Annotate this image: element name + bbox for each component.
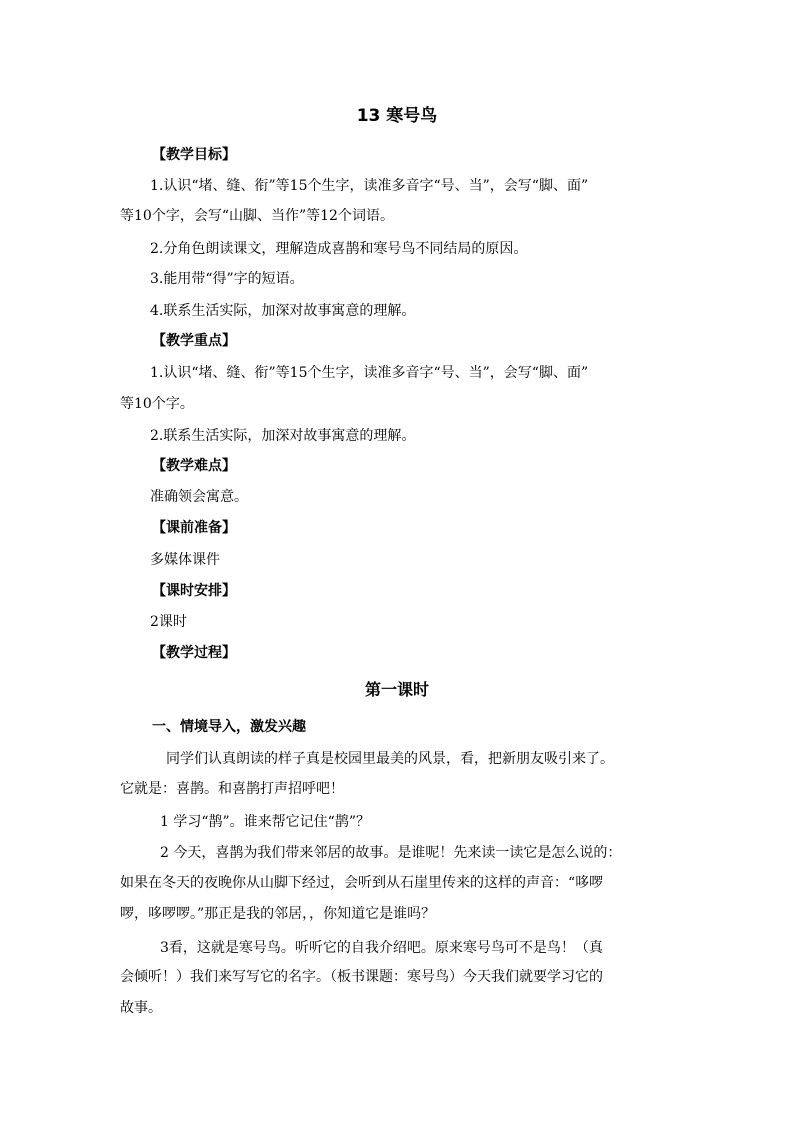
lesson-subtitle: 第一课时 (364, 680, 429, 699)
page-title: 13 寒号鸟 (356, 106, 438, 126)
step3-line-3: 故事。 (120, 1000, 162, 1016)
step3-line-2: 会倾听！）我们来写写它的名字。（板书课题：寒号鸟）今天我们就要学习它的 (120, 969, 603, 985)
step2-line-3: 啰，哆啰啰。”那正是我的邻居，，你知道它是谁吗？ (120, 906, 436, 922)
step3-line-1: 3看，这就是寒号鸟。听听它的自我介绍吧。原来寒号鸟可不是鸟！（真 (160, 940, 603, 956)
key-points-heading: 【教学重点】 (152, 333, 236, 349)
key-points-item-1-cont: 等10个字。 (120, 396, 194, 412)
step2-line-2: 如果在冬天的夜晚你从山脚下经过，会听到从石崖里传来的这样的声音：“哆啰 (120, 875, 604, 891)
goals-item-3: 3.能用带“得”字的短语。 (150, 271, 304, 287)
difficulties-text: 准确领会寓意。 (150, 489, 248, 505)
goals-item-1: 1.认识“堵、缝、衔”等15个生字，读准多音字“号、当”，会写“脚、面” (150, 178, 589, 194)
process-heading: 【教学过程】 (152, 645, 236, 661)
para1-line-1: 同学们认真朗读的样子真是校园里最美的风景，看，把新朋友吸引来了。 (166, 751, 614, 767)
para1-line-2: 它就是：喜鹊。和喜鹊打声招呼吧！ (120, 781, 344, 797)
key-points-item-1: 1.认识“堵、缝、衔”等15个生字，读准多音字“号、当”，会写“脚、面” (150, 365, 589, 381)
step2-line-1: 2 今天，喜鹊为我们带来邻居的故事。是谁呢！先来读一读它是怎么说的： (160, 845, 622, 861)
part1-heading: 一、情境导入，激发兴趣 (152, 719, 306, 735)
goals-heading: 【教学目标】 (152, 147, 236, 163)
schedule-text: 2课时 (150, 614, 187, 630)
difficulties-heading: 【教学难点】 (152, 458, 236, 474)
goals-item-4: 4.联系生活实际，加深对故事寓意的理解。 (150, 303, 416, 319)
preparation-text: 多媒体课件 (150, 552, 220, 568)
goals-item-2: 2.分角色朗读课文，理解造成喜鹊和寒号鸟不同结局的原因。 (150, 241, 528, 257)
preparation-heading: 【课前准备】 (152, 520, 236, 536)
schedule-heading: 【课时安排】 (152, 583, 236, 599)
goals-item-1-cont: 等10个字，会写“山脚、当作”等12个词语。 (120, 208, 394, 224)
step1-text: 1 学习“鹊”。谁来帮它记住“鹊”？ (160, 814, 370, 830)
key-points-item-2: 2.联系生活实际，加深对故事寓意的理解。 (150, 428, 416, 444)
